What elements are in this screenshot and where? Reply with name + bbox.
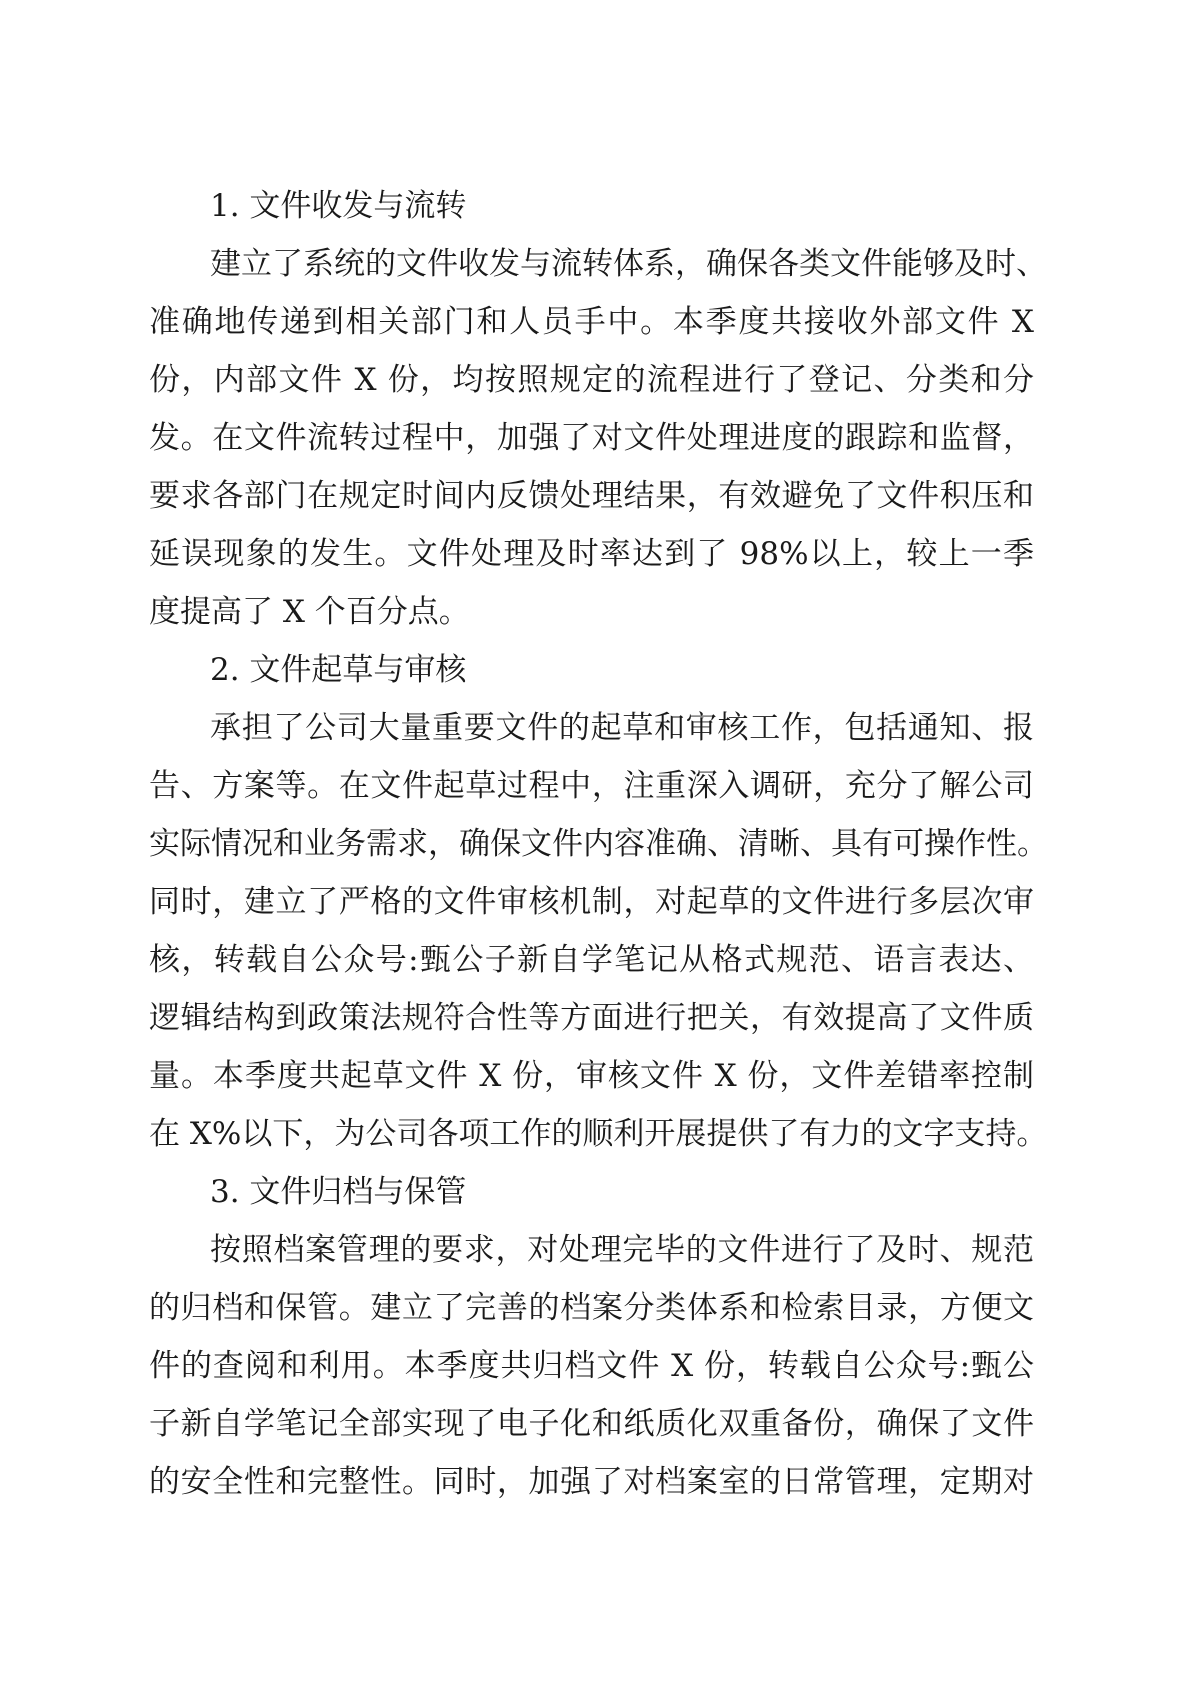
paragraph-line: 的安全性和完整性。同时，加强了对档案室的日常管理，定期对 — [149, 1464, 1034, 1500]
paragraph-line: 承担了公司大量重要文件的起草和审核工作，包括通知、报 — [210, 710, 1034, 746]
paragraph-line: 按照档案管理的要求，对处理完毕的文件进行了及时、规范 — [210, 1232, 1034, 1268]
paragraph-line: 逻辑结构到政策法规符合性等方面进行把关，有效提高了文件质 — [149, 1000, 1034, 1036]
section-heading: 1. 文件收发与流转 — [210, 188, 467, 224]
paragraph-line: 份，内部文件 X 份，均按照规定的流程进行了登记、分类和分 — [149, 362, 1034, 398]
paragraph-line: 核，转载自公众号:甄公子新自学笔记从格式规范、语言表达、 — [149, 942, 1034, 978]
paragraph-line: 实际情况和业务需求，确保文件内容准确、清晰、具有可操作性。 — [149, 826, 1048, 862]
paragraph-line: 同时，建立了严格的文件审核机制，对起草的文件进行多层次审 — [149, 884, 1034, 920]
paragraph-line: 件的查阅和利用。本季度共归档文件 X 份，转载自公众号:甄公 — [149, 1348, 1034, 1384]
paragraph-line: 量。本季度共起草文件 X 份，审核文件 X 份，文件差错率控制 — [149, 1058, 1034, 1094]
paragraph-line: 度提高了 X 个百分点。 — [149, 594, 470, 630]
paragraph-line: 的归档和保管。建立了完善的档案分类体系和检索目录，方便文 — [149, 1290, 1034, 1326]
section-heading: 3. 文件归档与保管 — [210, 1174, 467, 1210]
paragraph-line: 要求各部门在规定时间内反馈处理结果，有效避免了文件积压和 — [149, 478, 1034, 514]
paragraph-line: 告、方案等。在文件起草过程中，注重深入调研，充分了解公司 — [149, 768, 1034, 804]
paragraph-line: 在 X%以下，为公司各项工作的顺利开展提供了有力的文字支持。 — [149, 1116, 1048, 1152]
paragraph-line: 子新自学笔记全部实现了电子化和纸质化双重备份，确保了文件 — [149, 1406, 1034, 1442]
paragraph-line: 准确地传递到相关部门和人员手中。本季度共接收外部文件 X — [149, 304, 1034, 340]
section-heading: 2. 文件起草与审核 — [210, 652, 467, 688]
paragraph-line: 延误现象的发生。文件处理及时率达到了 98%以上，较上一季 — [149, 536, 1034, 572]
paragraph-line: 建立了系统的文件收发与流转体系，确保各类文件能够及时、 — [210, 246, 1047, 282]
paragraph-line: 发。在文件流转过程中，加强了对文件处理进度的跟踪和监督， — [149, 420, 1034, 456]
